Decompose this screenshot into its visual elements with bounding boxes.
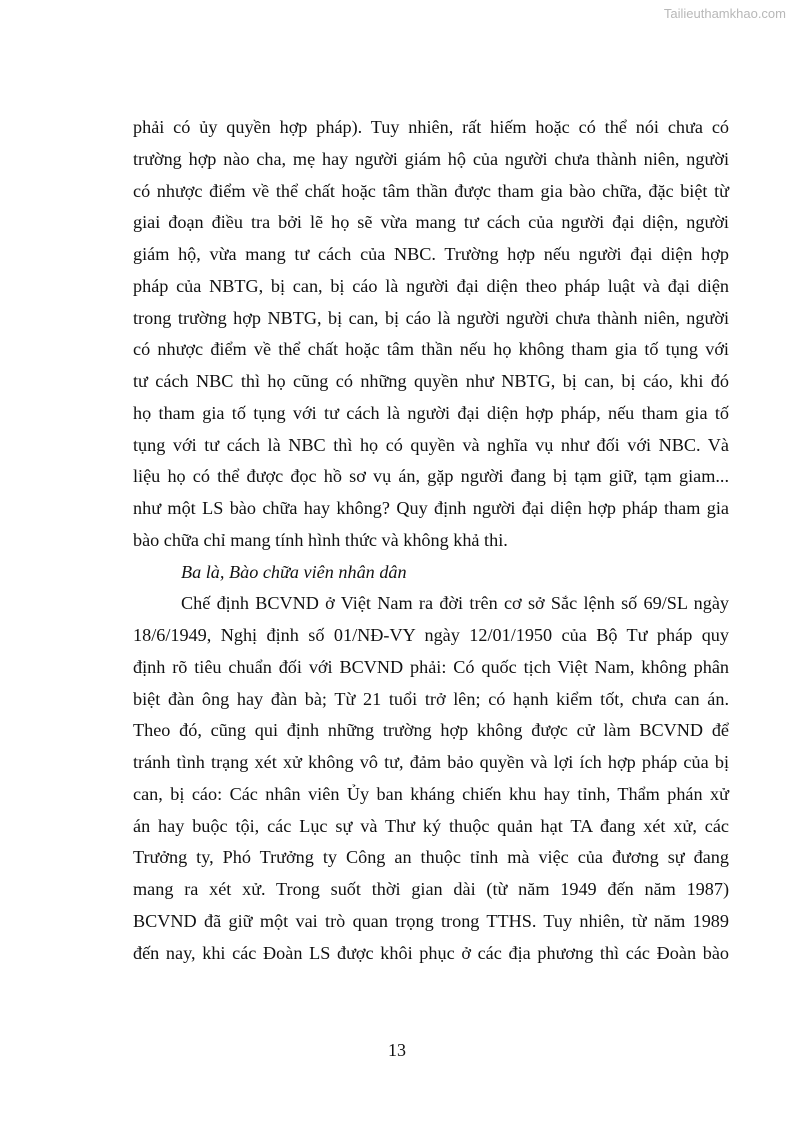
text-line: đến nay, khi các Đoàn LS được khôi phục ở các địa phương thì các Đoàn bào [133,942,729,963]
text-line: họ tham gia tố tụng với tư cách là người đại diện hợp pháp, nếu tham gia tố [133,402,729,423]
text-line: trường hợp nào cha, mẹ hay người giám hộ của người chưa thành niên, người [133,148,729,169]
text-line: tư cách NBC thì họ cũng có những quyền như NBTG, bị can, bị cáo, khi đó [133,371,729,391]
text-line: định rõ tiêu chuẩn đối với BCVND phải: Có quốc tịch Việt Nam, không phân [133,656,729,677]
text-line: tránh tình trạng xét xử không vô tư, đảm bảo quyền và lợi ích hợp pháp của bị [133,752,729,772]
text-line: trong trường hợp NBTG, bị can, bị cáo là người người chưa thành niên, người [133,307,729,328]
section-heading: Ba là, Bào chữa viên nhân dân [181,561,407,582]
text-line: có nhược điểm về thể chất hoặc tâm thần được tham gia bào chữa, đặc biệt từ [133,180,729,201]
body-text [133,112,729,969]
text-line: can, bị cáo: Các nhân viên Ủy ban kháng chiến khu hay tỉnh, Thẩm phán xử [133,783,729,804]
text-line: mang ra xét xử. Trong suốt thời gian dài (từ năm 1949 đến năm 1987) [133,879,729,899]
text-line: phải có ủy quyền hợp pháp). Tuy nhiên, rất hiếm hoặc có thể nói chưa có [133,117,729,137]
watermark: Tailieuthamkhao.com [663,6,786,21]
text-line: Trưởng ty, Phó Trưởng ty Công an thuộc tỉnh mà việc của đương sự đang [133,847,729,868]
text-line: Theo đó, cũng qui định những trường hợp không được cử làm BCVND để [133,720,729,741]
text-line: như một LS bào chữa hay không? Quy định người đại diện hợp pháp tham gia [133,498,729,518]
text-line: 18/6/1949, Nghị định số 01/NĐ-VY ngày 12/01/1950 của Bộ Tư pháp quy [133,625,729,645]
text-line: án hay buộc tội, các Lục sự và Thư ký thuộc quản hạt TA đang xét xử, các [133,815,729,836]
text-line: bào chữa chỉ mang tính hình thức và không khả thi. [133,529,508,550]
text-line: giám hộ, vừa mang tư cách của NBC. Trường hợp nếu người đại diện hợp [133,244,729,264]
text-line: BCVND đã giữ một vai trò quan trọng trong TTHS. Tuy nhiên, từ năm 1989 [133,910,729,931]
text-line: liệu họ có thể được đọc hồ sơ vụ án, gặp người đang bị tạm giữ, tạm giam... [133,466,729,487]
text-line: pháp của NBTG, bị can, bị cáo là người đại diện theo pháp luật và đại diện [133,275,729,296]
page-number: 13 [388,1040,406,1060]
text-line: biệt đàn ông hay đàn bà; Từ 21 tuổi trở lên; có hạnh kiểm tốt, chưa can án. [133,688,729,709]
text-line: có nhược điểm về thể chất hoặc tâm thần nếu họ không tham gia tố tụng với [133,339,729,360]
text-line: giai đoạn điều tra bởi lẽ họ sẽ vừa mang tư cách của người đại diện, người [133,212,729,233]
text-line: Chế định BCVND ở Việt Nam ra đời trên cơ sở Sắc lệnh số 69/SL ngày [181,593,729,614]
text-line: tụng với tư cách là NBC thì họ có quyền và nghĩa vụ như đối với NBC. Và [133,434,729,455]
